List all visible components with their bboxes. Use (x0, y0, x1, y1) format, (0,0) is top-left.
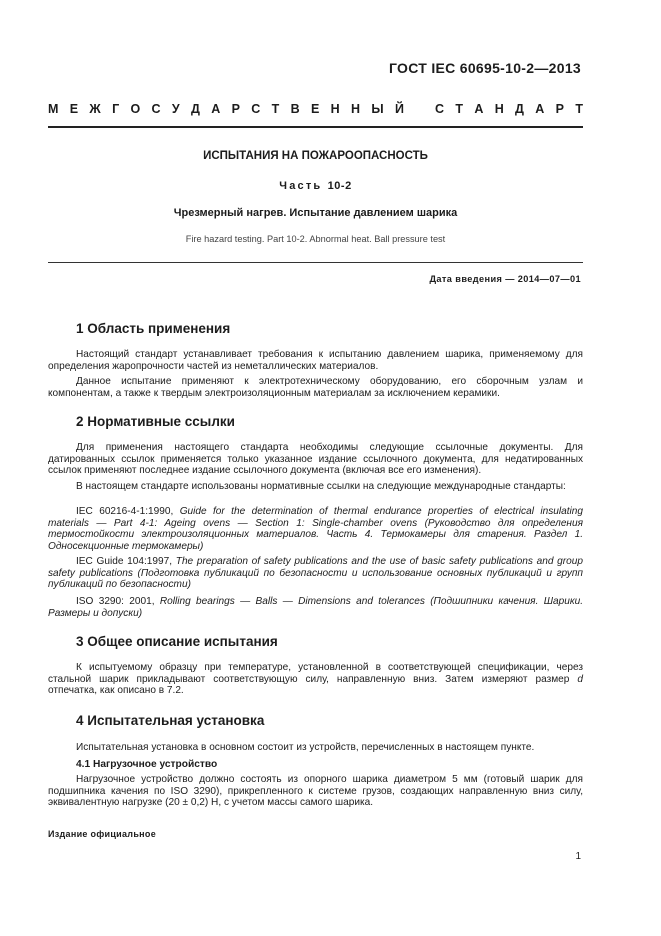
interstate-standard-banner (48, 102, 583, 116)
banner-letter: Д (191, 102, 200, 116)
header-rule (48, 126, 583, 128)
banner-letter: Р (555, 102, 564, 116)
section-2-paragraph-1: Для применения настоящего стандарта необходимы следующие ссылочные документы. Для датированных ссылок применяется только указанное издание ссылочного документа, для недатированных ссылок применяют последнее издание ссылочного документа (включая все его изменения). (48, 442, 583, 477)
banner-letter: Ы (371, 102, 384, 116)
intro-date: Дата введения — 2014—07—01 (429, 274, 581, 284)
banner-letter: В (290, 102, 300, 116)
banner-letter: У (171, 102, 180, 116)
part-number: 10-2 (327, 180, 352, 192)
section-2-paragraph-2: В настоящем стандарте использованы нормативные ссылки на следующие международные стандарты: (76, 481, 566, 492)
title-main: ИСПЫТАНИЯ НА ПОЖАРООПАСНОСТЬ (203, 150, 428, 162)
section-1-paragraph-2: Данное испытание применяют к электротехническому оборудованию, его сборочным узлам и компонентам, а также к твердым электроизоляционным материалам за исключением керамики. (48, 376, 583, 399)
banner-letter: Ж (89, 102, 101, 116)
banner-letter: Р (231, 102, 240, 116)
part-word: Часть (279, 180, 323, 192)
banner-letter: М (48, 102, 59, 116)
reference-iec-60216-4-1: IEC 60216-4-1:1990, Guide for the determination of thermal endurance properties of electrical insulating materials — Part 4-1: Ageing ovens — Section 1: Single-chamber ovens (Руководство для определения термостойкости электроизоляционных материалов. Часть 4. Термокамеры для старения. Раздел 1. Односекционные термокамеры) (48, 506, 583, 552)
banner-letter: Н (494, 102, 504, 116)
reference-iec-guide-104: IEC Guide 104:1997, The preparation of safety publications and the use of basic safety publications and group safety publications (Подготовка публикаций по безопасности и использование основных публикаций и групп публикаций по безопасности) (48, 556, 584, 591)
banner-letter: Т (271, 102, 280, 116)
banner-letter: А (211, 102, 221, 116)
banner-letter: Н (330, 102, 340, 116)
banner-letter: С (251, 102, 261, 116)
interstate-word (48, 102, 404, 116)
banner-letter: Е (69, 102, 79, 116)
title-rule (48, 262, 583, 263)
standard-word (435, 102, 583, 116)
section-4-heading: 4 Испытательная установка (76, 713, 265, 728)
banner-letter: А (474, 102, 484, 116)
subsection-4-1-heading: 4.1 Нагрузочное устройство (76, 759, 218, 770)
section-3-paragraph-1: К испытуемому образцу при температуре, установленной в соответствующей спецификации, через стальной шарик прикладывают соответствующую силу, направленную вниз. Затем измеряют размер d отпечатка, как описано в 7.2. (48, 662, 583, 697)
banner-letter: Г (112, 102, 120, 116)
section-3-heading: 3 Общее описание испытания (76, 634, 278, 649)
banner-letter: Т (455, 102, 463, 116)
reference-iso-3290: ISO 3290: 2001, Rolling bearings — Balls — Dimensions and tolerances (Подшипники качения. Шарики. Размеры и допуски) (48, 596, 584, 619)
subsection-4-1-paragraph: Нагрузочное устройство должно состоять из опорного шарика диаметром 5 мм (готовый шарик для подшипника качения по ISO 3290), прикрепленного к системе грузов, создающих направленную вниз силу, эквивалентную нагрузке (20 ± 0,2) Н, с учетом массы самого шарика. (48, 774, 583, 809)
banner-letter: Н (351, 102, 361, 116)
banner-letter: Т (575, 102, 583, 116)
title-english: Fire hazard testing. Part 10-2. Abnormal heat. Ball pressure test (185, 234, 446, 244)
section-1-paragraph-1: Настоящий стандарт устанавливает требования к испытанию давлением шарика, применяемому для определения жаропрочности частей из неметаллических материалов. (48, 349, 583, 372)
banner-letter: А (535, 102, 545, 116)
banner-letter: Д (515, 102, 524, 116)
section-4-paragraph-1: Испытательная установка в основном состоит из устройств, перечисленных в настоящем пункте. (76, 742, 535, 753)
section-1-heading: 1 Область применения (76, 321, 231, 336)
edition-label: Издание официальное (48, 829, 157, 839)
gost-number: ГОСТ IEC 60695-10-2—2013 (388, 60, 581, 76)
title-part (48, 180, 583, 192)
title-subtitle: Чрезмерный нагрев. Испытание давлением шарика (173, 207, 458, 219)
page-number: 1 (575, 851, 581, 862)
banner-letter: С (435, 102, 445, 116)
banner-letter: Й (394, 102, 404, 116)
banner-letter: С (151, 102, 161, 116)
section-2-heading: 2 Нормативные ссылки (76, 414, 235, 429)
banner-letter: О (130, 102, 141, 116)
banner-letter: Е (310, 102, 320, 116)
